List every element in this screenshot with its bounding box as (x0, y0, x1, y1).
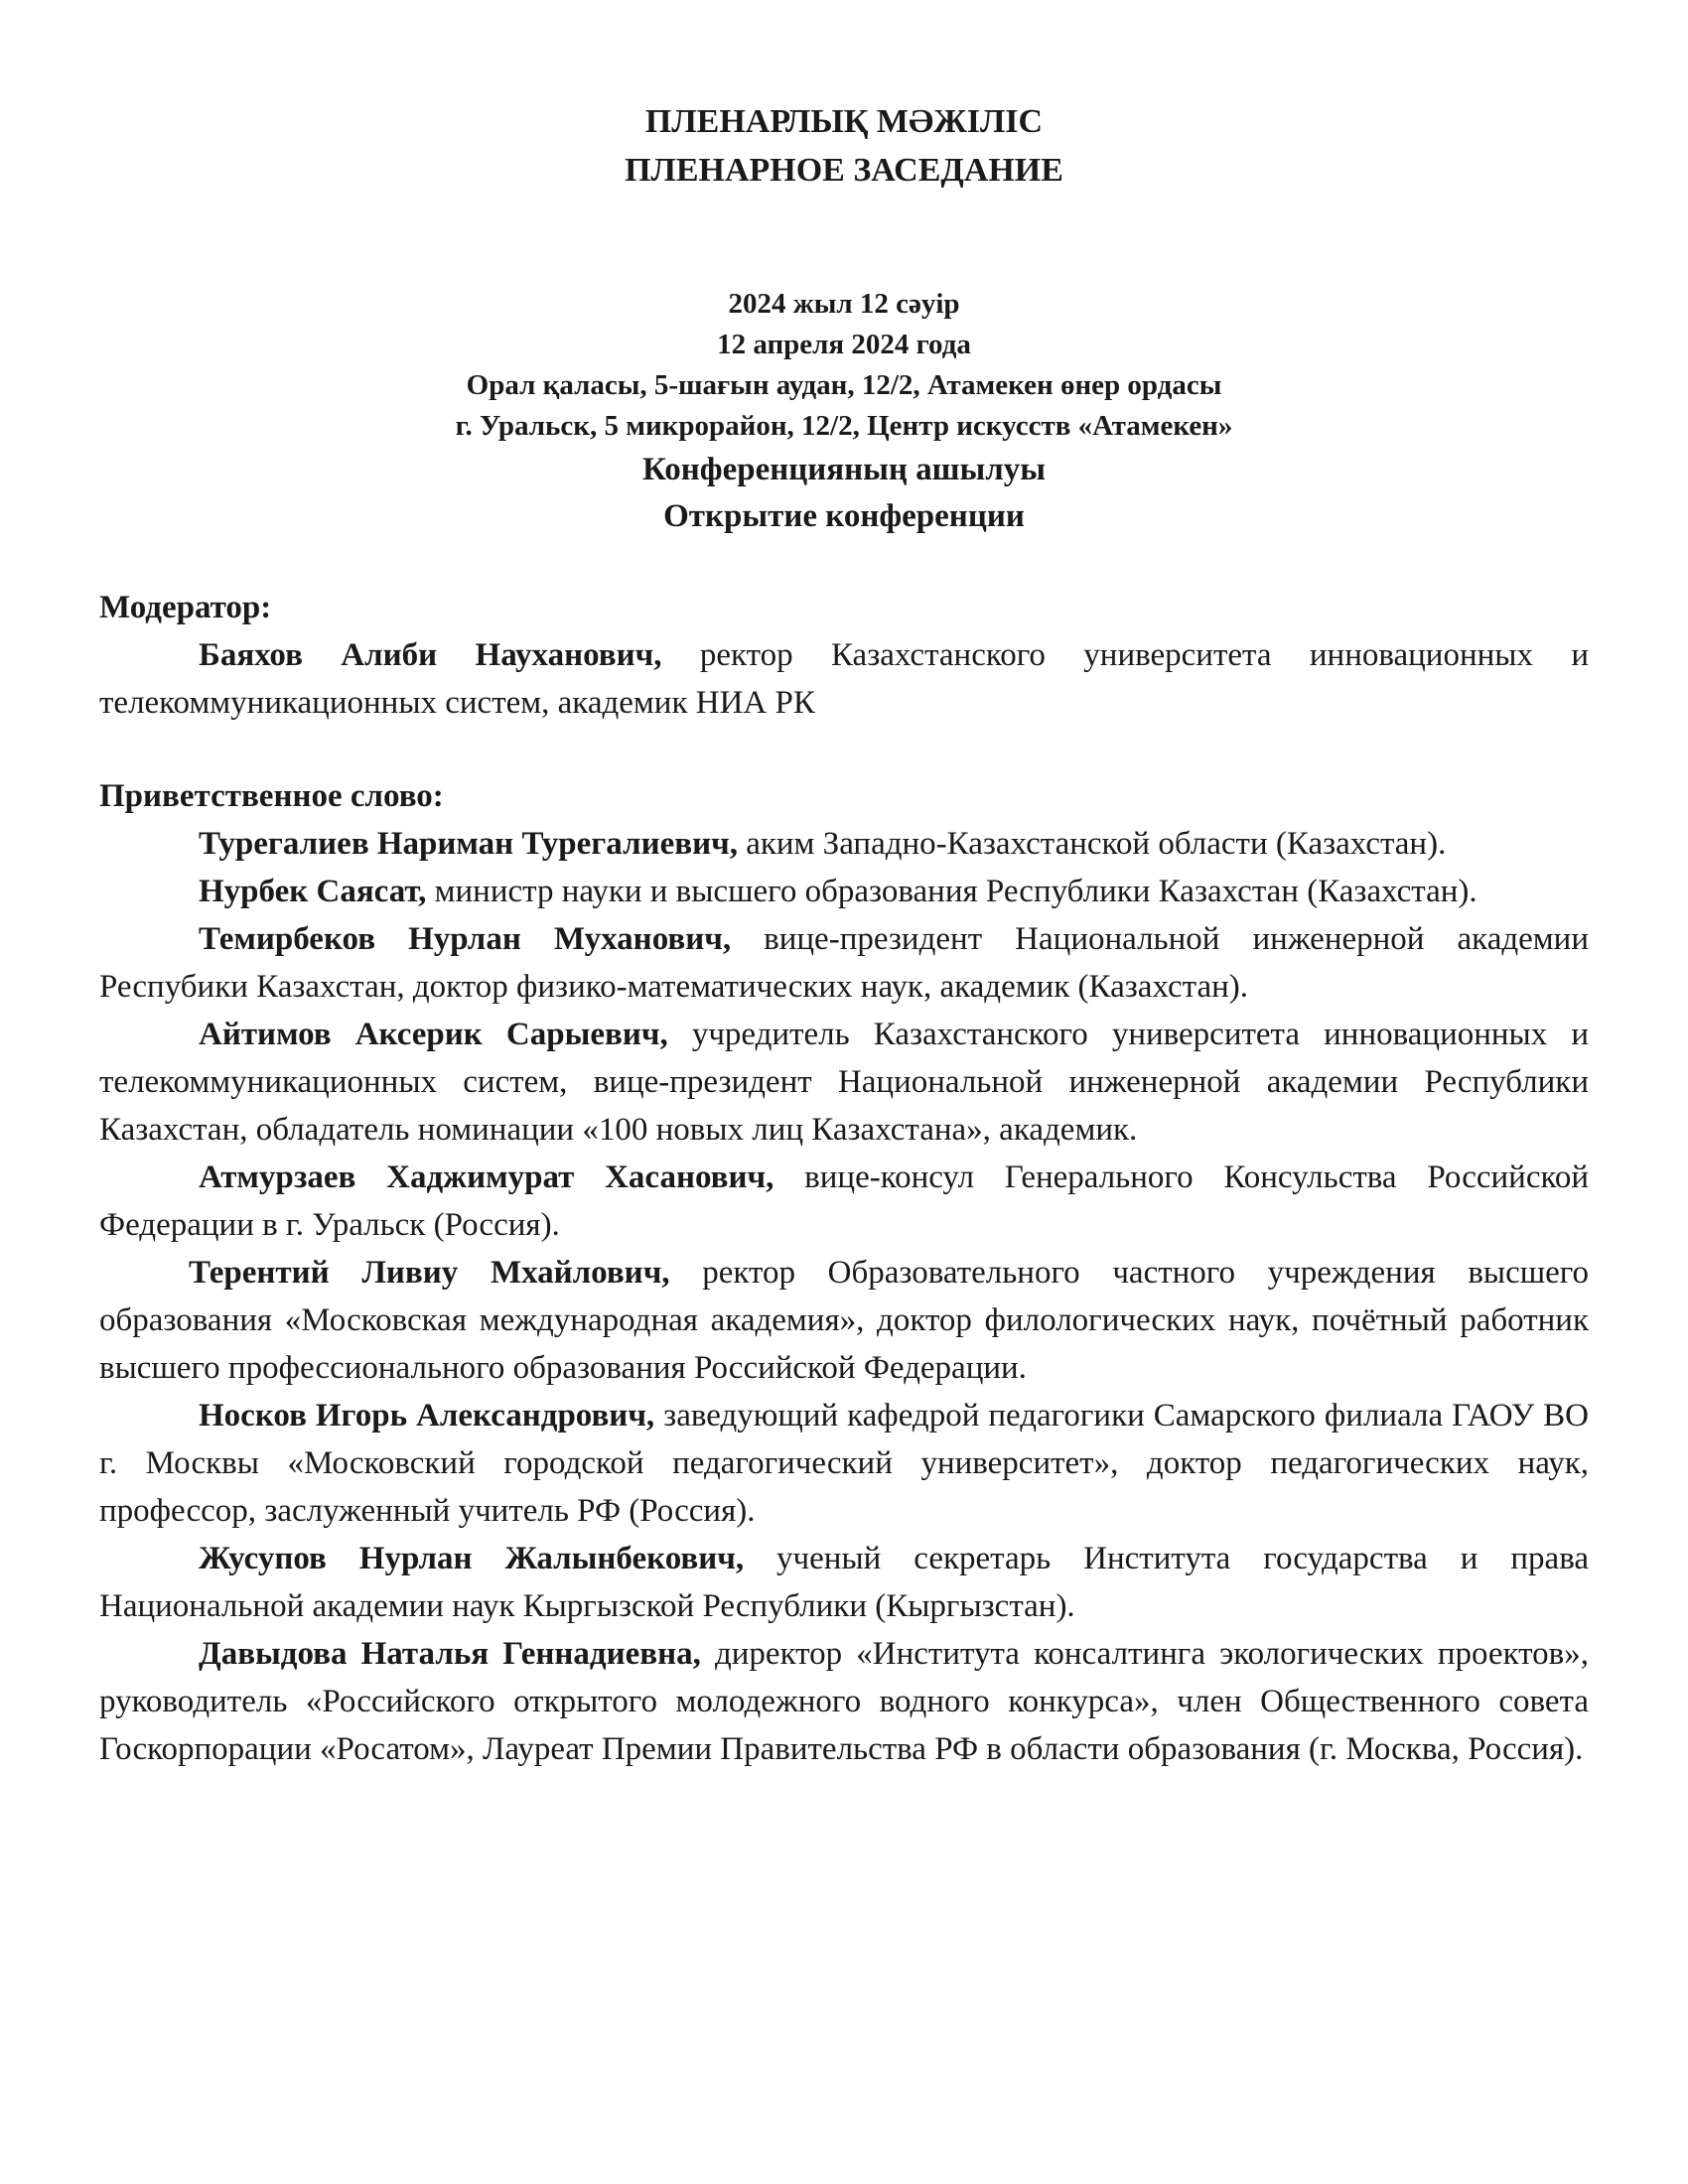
date-kz: 2024 жыл 12 сәуір (728, 288, 960, 320)
title-kz: ПЛЕНАРЛЫҚ МӘЖІЛІС (644, 103, 1044, 140)
speaker-name: Носков Игорь Александрович, (199, 1398, 655, 1433)
speaker-desc: министр науки и высшего образования Республики Казахстан (Казахстан). (426, 874, 1477, 909)
speaker-entry (99, 868, 1589, 915)
speaker-entry (99, 1630, 1589, 1773)
speaker-name: Нурбек Саясат, (199, 874, 427, 909)
speaker-desc: директор «Института консалтинга экологических проектов», руководитель «Российского открытого молодежного водного конкурса», член Общественного совета Госкорпорации «Росатом», Лауреат Премии Правительства РФ в области образования (г. Москва, Россия). (99, 1636, 1589, 1767)
speaker-entry (99, 1535, 1589, 1630)
moderator-desc: ректор Казахстанского университета инновационных и телекоммуникационных систем, академик НИА РК (99, 637, 1589, 721)
speaker-name: Терентий Ливиу Мхайлович, (189, 1255, 670, 1291)
speaker-name: Атмурзаев Хаджимурат Хасанович, (199, 1160, 774, 1195)
speaker-desc: заведующий кафедрой педагогики Самарского филиала ГАОУ ВО г. Москвы «Московский городской педагогический университет», доктор педагогических наук, профессор, заслуженный учитель РФ (Россия). (99, 1398, 1589, 1529)
place-ru: г. Уральск, 5 микрорайон, 12/2, Центр искусств «Атамекен» (455, 410, 1233, 442)
speaker-name: Айтимов Аксерик Сарыевич, (199, 1017, 668, 1052)
page-title (99, 97, 1589, 195)
speaker-name: Жусупов Нурлан Жалынбекович, (199, 1541, 745, 1576)
speaker-entry (99, 1249, 1589, 1392)
document-page (99, 97, 1589, 1773)
speaker-entry (99, 1011, 1589, 1154)
speaker-entry (99, 1154, 1589, 1249)
opening-ru: Открытие конференции (663, 498, 1025, 534)
speaker-desc: вице-консул Генерального Консульства Российской Федерации в г. Уральск (Россия). (99, 1160, 1589, 1243)
speaker-name: Давыдова Наталья Геннадиевна, (199, 1636, 701, 1672)
speaker-entry (99, 915, 1589, 1011)
moderator-name: Баяхов Алиби Науханович, (199, 637, 662, 673)
speaker-desc: учредитель Казахстанского университета инновационных и телекоммуникационных систем, вице-президент Национальной инженерной академии Республики Казахстан, обладатель номинации «100 новых лиц Казахстана», академик. (99, 1017, 1589, 1148)
place-kz: Орал қаласы, 5-шағын аудан, 12/2, Атамекен өнер ордасы (466, 369, 1222, 401)
moderator-entry (99, 631, 1589, 727)
speaker-desc: вице-президент Национальной инженерной академии Респубики Казахстан, доктор физико-математических наук, академик (Казахстан). (99, 921, 1589, 1005)
speaker-name: Турегалиев Нариман Турегалиевич, (199, 826, 738, 862)
opening-kz: Конференцияның ашылуы (641, 452, 1047, 487)
speaker-entry (99, 820, 1589, 868)
speaker-desc: аким Западно-Казахстанской области (Казахстан). (737, 826, 1447, 862)
speaker-desc: ученый секретарь Института государства и права Национальной академии наук Кыргызской Республики (Кыргызстан). (99, 1541, 1589, 1624)
date-ru: 12 апреля 2024 года (717, 329, 971, 360)
speaker-name: Темирбеков Нурлан Муханович, (199, 921, 732, 957)
moderator-label: Модератор: (99, 590, 272, 625)
speaker-entry (99, 1392, 1589, 1535)
greeting-label: Приветственное слово: (99, 778, 444, 814)
session-info (99, 284, 1589, 540)
title-ru: ПЛЕНАРНОЕ ЗАСЕДАНИЕ (625, 152, 1063, 189)
speaker-desc: ректор Образовательного частного учреждения высшего образования «Московская международная академия», доктор филологических наук, почётный работник высшего профессионального образования Российской Федерации. (99, 1255, 1590, 1386)
